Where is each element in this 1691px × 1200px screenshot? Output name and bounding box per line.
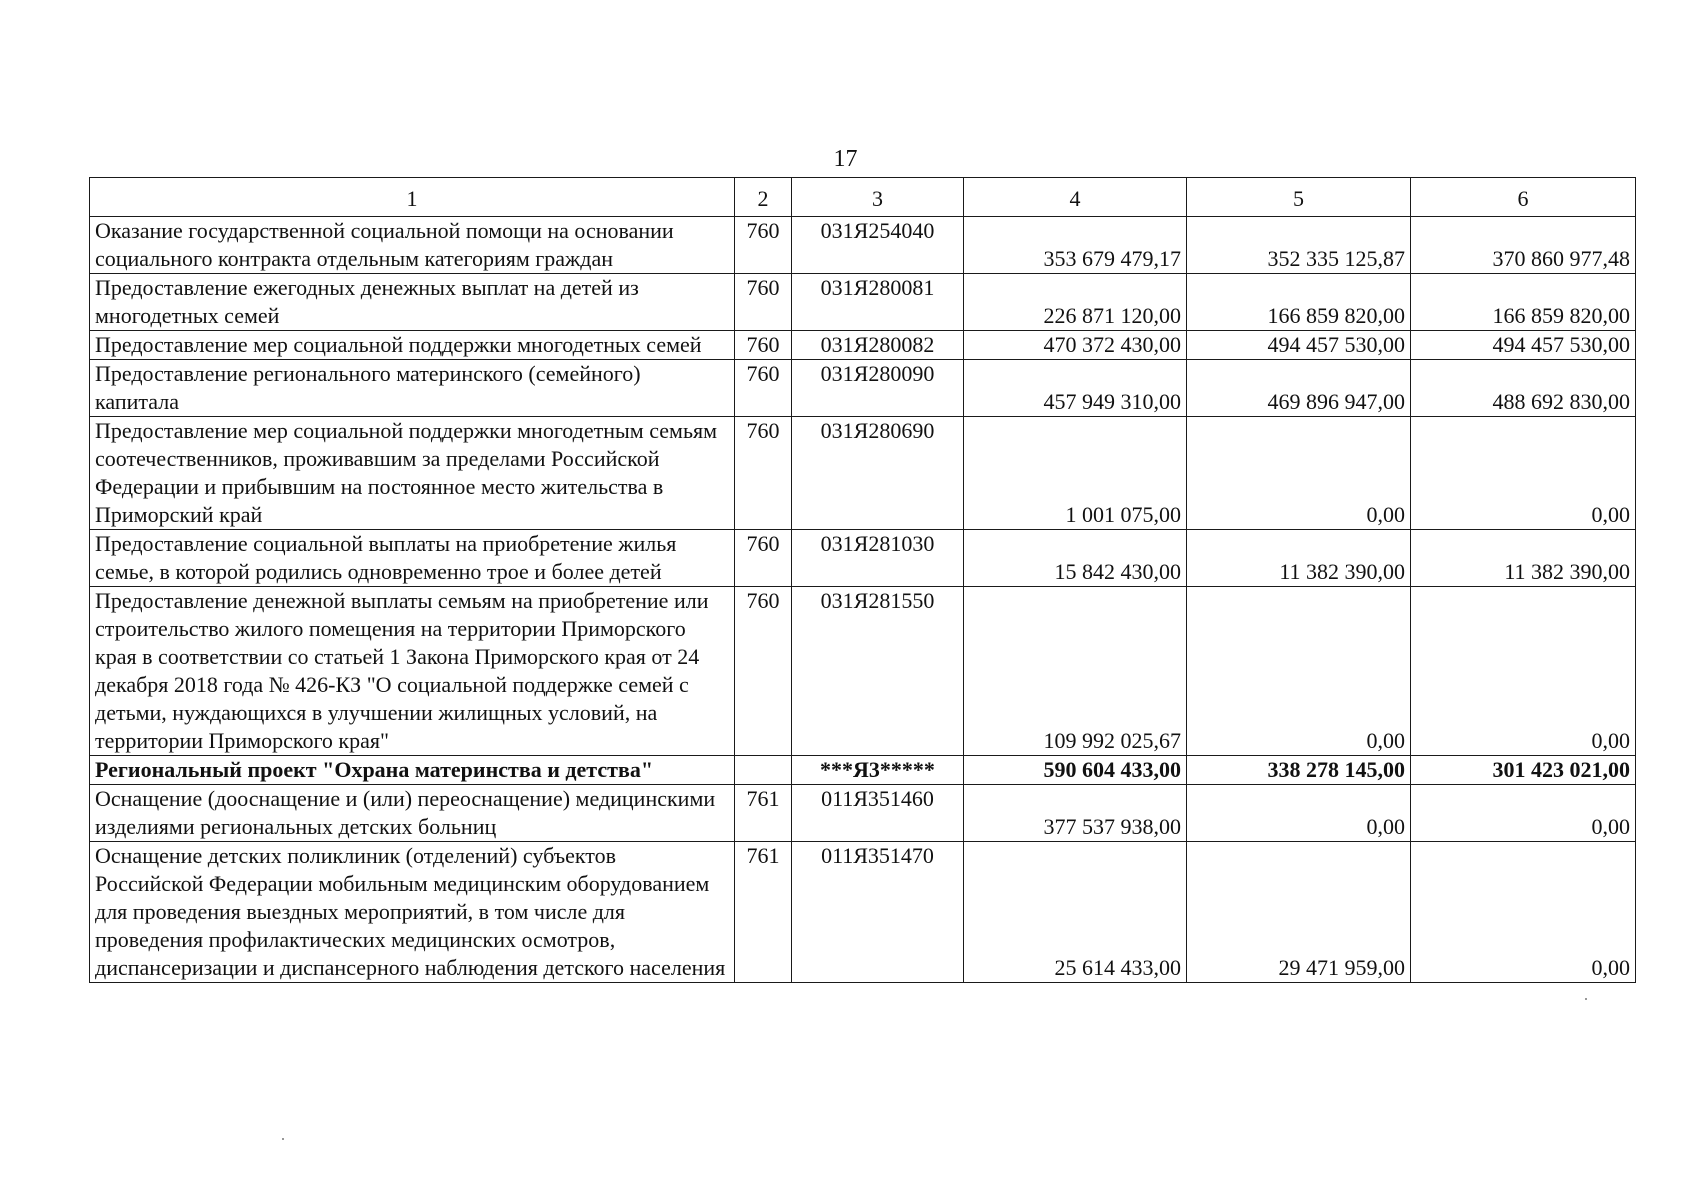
row-kvsr-cell: 760: [735, 587, 792, 756]
row-name-cell: Предоставление денежной выплаты семьям на приобретение или строительство жилого помещения на территории Приморского края в соответствии со статьей 1 Закона Приморского края от 24 декабря 2018 года № 426-КЗ "О социальной поддержке семей с детьми, нуждающихся в улучшении жилищных условий, на территории Приморского края": [90, 587, 735, 756]
row-kcsr-cell: 031Я280082: [792, 331, 964, 360]
row-name-cell: Оснащение (дооснащение и (или) переоснащение) медицинскими изделиями региональных детских больниц: [90, 785, 735, 842]
row-amount-col5: 11 382 390,00: [1187, 530, 1411, 587]
table-row: [90, 360, 1636, 417]
row-kcsr-cell: 031Я254040: [792, 217, 964, 274]
row-amount-col6: 0,00: [1411, 785, 1636, 842]
row-kcsr-cell: 031Я280090: [792, 360, 964, 417]
row-kcsr-cell: 031Я281030: [792, 530, 964, 587]
row-name-cell: Региональный проект "Охрана материнства и детства": [90, 756, 735, 785]
row-kcsr-cell: 011Я351470: [792, 842, 964, 983]
table-row: [90, 217, 1636, 274]
row-kvsr-cell: 761: [735, 785, 792, 842]
row-name-cell: Предоставление ежегодных денежных выплат на детей из многодетных семей: [90, 274, 735, 331]
page-number: 17: [833, 146, 858, 172]
row-amount-col6: 0,00: [1411, 587, 1636, 756]
row-name-cell: Предоставление мер социальной поддержки многодетным семьям соотечественников, проживавшим за пределами Российской Федерации и прибывшим на постоянное место жительства в Приморский край: [90, 417, 735, 530]
row-kcsr-cell: 031Я280690: [792, 417, 964, 530]
table-header-row: [90, 178, 1636, 217]
row-amount-col5: 0,00: [1187, 785, 1411, 842]
table-row: [90, 587, 1636, 756]
header-cell: 4: [964, 178, 1187, 217]
header-cell: 3: [792, 178, 964, 217]
row-name-cell: Предоставление регионального материнского (семейного) капитала: [90, 360, 735, 417]
row-kvsr-cell: 760: [735, 331, 792, 360]
row-amount-col6: 494 457 530,00: [1411, 331, 1636, 360]
row-kvsr-cell: [735, 756, 792, 785]
table-row: [90, 785, 1636, 842]
row-amount-col6: 301 423 021,00: [1411, 756, 1636, 785]
row-name-cell: Предоставление мер социальной поддержки многодетных семей: [90, 331, 735, 360]
row-kvsr-cell: 760: [735, 274, 792, 331]
row-amount-col4: 15 842 430,00: [964, 530, 1187, 587]
row-amount-col4: 457 949 310,00: [964, 360, 1187, 417]
row-amount-col4: 353 679 479,17: [964, 217, 1187, 274]
row-amount-col5: 29 471 959,00: [1187, 842, 1411, 983]
header-cell: 5: [1187, 178, 1411, 217]
row-amount-col4: 590 604 433,00: [964, 756, 1187, 785]
header-cell: 2: [735, 178, 792, 217]
row-amount-col6: 166 859 820,00: [1411, 274, 1636, 331]
table-row: [90, 530, 1636, 587]
row-kcsr-cell: 031Я280081: [792, 274, 964, 331]
table-row: [90, 756, 1636, 785]
row-amount-col6: 11 382 390,00: [1411, 530, 1636, 587]
row-kcsr-cell: ***Я3*****: [792, 756, 964, 785]
row-name-cell: Оказание государственной социальной помощи на основании социального контракта отдельным категориям граждан: [90, 217, 735, 274]
row-kvsr-cell: 760: [735, 360, 792, 417]
row-kvsr-cell: 760: [735, 417, 792, 530]
header-cell: 1: [90, 178, 735, 217]
scan-speck: [1585, 998, 1587, 1000]
row-amount-col6: 0,00: [1411, 417, 1636, 530]
scan-speck: [282, 1138, 284, 1140]
table-body: [90, 178, 1636, 983]
row-kcsr-cell: 011Я351460: [792, 785, 964, 842]
row-amount-col4: 1 001 075,00: [964, 417, 1187, 530]
table-row: [90, 842, 1636, 983]
row-kcsr-cell: 031Я281550: [792, 587, 964, 756]
row-amount-col6: 0,00: [1411, 842, 1636, 983]
row-amount-col6: 488 692 830,00: [1411, 360, 1636, 417]
table-row: [90, 274, 1636, 331]
row-amount-col4: 377 537 938,00: [964, 785, 1187, 842]
row-amount-col4: 25 614 433,00: [964, 842, 1187, 983]
budget-table: [89, 177, 1636, 983]
row-kvsr-cell: 761: [735, 842, 792, 983]
row-kvsr-cell: 760: [735, 217, 792, 274]
row-amount-col6: 370 860 977,48: [1411, 217, 1636, 274]
row-amount-col5: 166 859 820,00: [1187, 274, 1411, 331]
row-name-cell: Оснащение детских поликлиник (отделений) субъектов Российской Федерации мобильным медицинским оборудованием для проведения выездных мероприятий, в том числе для проведения профилактических медицинских осмотров, диспансеризации и диспансерного наблюдения детского населения: [90, 842, 735, 983]
header-cell: 6: [1411, 178, 1636, 217]
row-amount-col5: 0,00: [1187, 587, 1411, 756]
row-kvsr-cell: 760: [735, 530, 792, 587]
row-amount-col4: 109 992 025,67: [964, 587, 1187, 756]
row-name-cell: Предоставление социальной выплаты на приобретение жилья семье, в которой родились одновременно трое и более детей: [90, 530, 735, 587]
row-amount-col5: 338 278 145,00: [1187, 756, 1411, 785]
row-amount-col5: 352 335 125,87: [1187, 217, 1411, 274]
row-amount-col5: 469 896 947,00: [1187, 360, 1411, 417]
row-amount-col5: 0,00: [1187, 417, 1411, 530]
row-amount-col4: 470 372 430,00: [964, 331, 1187, 360]
table-row: [90, 417, 1636, 530]
table-row: [90, 331, 1636, 360]
row-amount-col4: 226 871 120,00: [964, 274, 1187, 331]
row-amount-col5: 494 457 530,00: [1187, 331, 1411, 360]
